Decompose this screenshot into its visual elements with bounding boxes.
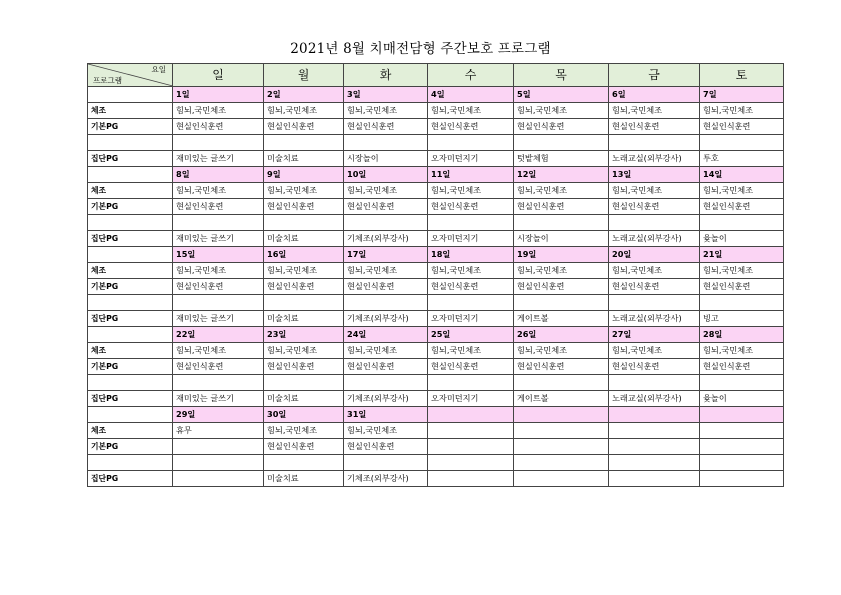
day-header-sat: 토 xyxy=(700,64,784,87)
empty-cell xyxy=(700,295,784,311)
group-program-cell: 노래교실(외부강사) xyxy=(609,391,700,407)
date-cell: 27일 xyxy=(609,327,700,343)
corner-cell xyxy=(88,64,173,87)
group-program-cell: 미술치료 xyxy=(264,311,344,327)
date-cell: 3일 xyxy=(344,87,428,103)
group-program-cell: 기체조(외부강사) xyxy=(344,391,428,407)
exercise-cell: 힘뇌,국민체조 xyxy=(264,103,344,119)
basic-program-cell: 현실인식훈련 xyxy=(609,199,700,215)
basic-program-cell: 현실인식훈련 xyxy=(264,359,344,375)
empty-cell xyxy=(264,455,344,471)
exercise-cell xyxy=(609,423,700,439)
exercise-cell xyxy=(428,423,514,439)
date-cell: 1일 xyxy=(173,87,264,103)
empty-cell xyxy=(344,455,428,471)
date-cell: 24일 xyxy=(344,327,428,343)
group-program-row-label: 집단PG xyxy=(88,151,173,167)
group-program-cell: 노래교실(외부강사) xyxy=(609,151,700,167)
group-program-cell: 윷놀이 xyxy=(700,391,784,407)
basic-program-row-label: 기본PG xyxy=(88,119,173,135)
basic-program-cell: 현실인식훈련 xyxy=(514,119,609,135)
date-cell: 4일 xyxy=(428,87,514,103)
basic-program-cell: 현실인식훈련 xyxy=(609,119,700,135)
exercise-cell: 힘뇌,국민체조 xyxy=(344,343,428,359)
empty-cell xyxy=(700,455,784,471)
date-cell: 23일 xyxy=(264,327,344,343)
empty-cell xyxy=(609,455,700,471)
exercise-cell: 힘뇌,국민체조 xyxy=(428,263,514,279)
group-program-cell: 재미있는 글쓰기 xyxy=(173,231,264,247)
exercise-cell: 힘뇌,국민체조 xyxy=(700,263,784,279)
exercise-cell: 힘뇌,국민체조 xyxy=(700,343,784,359)
empty-cell xyxy=(173,455,264,471)
group-program-cell: 재미있는 글쓰기 xyxy=(173,151,264,167)
date-cell: 16일 xyxy=(264,247,344,263)
basic-program-row xyxy=(88,439,784,455)
date-cell: 25일 xyxy=(428,327,514,343)
exercise-cell: 힘뇌,국민체조 xyxy=(173,343,264,359)
exercise-cell: 힘뇌,국민체조 xyxy=(428,343,514,359)
date-cell xyxy=(700,407,784,423)
date-cell: 28일 xyxy=(700,327,784,343)
group-program-row xyxy=(88,391,784,407)
basic-program-row-label: 기본PG xyxy=(88,439,173,455)
exercise-row-label: 체조 xyxy=(88,263,173,279)
exercise-row-label: 체조 xyxy=(88,343,173,359)
basic-program-cell: 현실인식훈련 xyxy=(700,279,784,295)
basic-program-cell: 현실인식훈련 xyxy=(514,279,609,295)
exercise-cell: 힘뇌,국민체조 xyxy=(344,183,428,199)
empty-cell xyxy=(700,135,784,151)
group-program-cell: 오자미던지기 xyxy=(428,231,514,247)
empty-cell xyxy=(264,135,344,151)
page-title: 2021년 8월 치매전담형 주간보호 프로그램 xyxy=(290,41,551,57)
exercise-cell: 힘뇌,국민체조 xyxy=(173,183,264,199)
basic-program-cell: 현실인식훈련 xyxy=(428,199,514,215)
exercise-cell: 힘뇌,국민체조 xyxy=(514,183,609,199)
empty-cell xyxy=(428,375,514,391)
date-cell xyxy=(514,407,609,423)
empty-cell xyxy=(428,295,514,311)
basic-program-cell: 현실인식훈련 xyxy=(173,359,264,375)
basic-program-cell xyxy=(609,439,700,455)
basic-program-cell: 현실인식훈련 xyxy=(514,199,609,215)
empty-cell xyxy=(344,295,428,311)
spacer-row xyxy=(88,375,784,391)
group-program-cell: 시장놀이 xyxy=(344,151,428,167)
date-cell: 21일 xyxy=(700,247,784,263)
basic-program-cell xyxy=(514,439,609,455)
exercise-cell: 힘뇌,국민체조 xyxy=(344,263,428,279)
group-program-cell xyxy=(428,471,514,487)
exercise-cell: 힘뇌,국민체조 xyxy=(514,263,609,279)
group-program-cell: 미술치료 xyxy=(264,151,344,167)
basic-program-row-label: 기본PG xyxy=(88,279,173,295)
exercise-cell: 힘뇌,국민체조 xyxy=(514,103,609,119)
empty-cell xyxy=(264,295,344,311)
basic-program-cell xyxy=(700,439,784,455)
exercise-cell: 힘뇌,국민체조 xyxy=(173,263,264,279)
empty-cell xyxy=(264,215,344,231)
date-cell: 19일 xyxy=(514,247,609,263)
empty-cell xyxy=(609,375,700,391)
date-cell: 8일 xyxy=(173,167,264,183)
spacer-row xyxy=(88,135,784,151)
basic-program-cell: 현실인식훈련 xyxy=(344,119,428,135)
basic-program-cell: 현실인식훈련 xyxy=(428,279,514,295)
basic-program-cell: 현실인식훈련 xyxy=(173,119,264,135)
day-header-wed: 수 xyxy=(428,64,514,87)
group-program-cell: 미술치료 xyxy=(264,231,344,247)
group-program-cell xyxy=(173,471,264,487)
exercise-row-label: 체조 xyxy=(88,103,173,119)
group-program-cell: 투호 xyxy=(700,151,784,167)
exercise-cell: 휴무 xyxy=(173,423,264,439)
group-program-row xyxy=(88,151,784,167)
empty-cell xyxy=(609,215,700,231)
empty-cell xyxy=(428,215,514,231)
exercise-cell: 힘뇌,국민체조 xyxy=(173,103,264,119)
exercise-cell: 힘뇌,국민체조 xyxy=(428,183,514,199)
day-header-mon: 월 xyxy=(264,64,344,87)
exercise-cell: 힘뇌,국민체조 xyxy=(264,263,344,279)
basic-program-row xyxy=(88,359,784,375)
basic-program-cell: 현실인식훈련 xyxy=(609,279,700,295)
exercise-cell: 힘뇌,국민체조 xyxy=(700,183,784,199)
empty-cell xyxy=(514,295,609,311)
exercise-cell: 힘뇌,국민체조 xyxy=(514,343,609,359)
basic-program-cell: 현실인식훈련 xyxy=(344,279,428,295)
date-cell: 31일 xyxy=(344,407,428,423)
date-cell: 29일 xyxy=(173,407,264,423)
date-row-label xyxy=(88,167,173,183)
basic-program-cell xyxy=(428,439,514,455)
exercise-row-label: 체조 xyxy=(88,183,173,199)
group-program-cell: 기체조(외부강사) xyxy=(344,231,428,247)
spacer-row xyxy=(88,295,784,311)
empty-cell xyxy=(88,455,173,471)
group-program-cell: 노래교실(외부강사) xyxy=(609,231,700,247)
empty-cell xyxy=(173,215,264,231)
date-row-label xyxy=(88,407,173,423)
group-program-cell: 노래교실(외부강사) xyxy=(609,311,700,327)
date-cell: 9일 xyxy=(264,167,344,183)
empty-cell xyxy=(264,375,344,391)
group-program-cell: 미술치료 xyxy=(264,391,344,407)
empty-cell xyxy=(173,295,264,311)
group-program-cell: 게이트볼 xyxy=(514,311,609,327)
basic-program-cell xyxy=(173,439,264,455)
day-header-thu: 목 xyxy=(514,64,609,87)
exercise-row xyxy=(88,103,784,119)
empty-cell xyxy=(173,135,264,151)
spacer-row xyxy=(88,455,784,471)
exercise-cell: 힘뇌,국민체조 xyxy=(264,183,344,199)
empty-cell xyxy=(609,295,700,311)
corner-day-label: 요일 xyxy=(151,65,166,74)
exercise-cell: 힘뇌,국민체조 xyxy=(609,103,700,119)
empty-cell xyxy=(700,375,784,391)
date-cell: 22일 xyxy=(173,327,264,343)
basic-program-cell: 현실인식훈련 xyxy=(173,279,264,295)
basic-program-cell: 현실인식훈련 xyxy=(344,439,428,455)
group-program-row-label: 집단PG xyxy=(88,471,173,487)
basic-program-cell: 현실인식훈련 xyxy=(344,199,428,215)
date-row xyxy=(88,167,784,183)
date-cell: 13일 xyxy=(609,167,700,183)
basic-program-cell: 현실인식훈련 xyxy=(609,359,700,375)
date-row xyxy=(88,407,784,423)
day-header-fri: 금 xyxy=(609,64,700,87)
day-header-tue: 화 xyxy=(344,64,428,87)
basic-program-cell: 현실인식훈련 xyxy=(700,119,784,135)
date-cell: 15일 xyxy=(173,247,264,263)
group-program-cell xyxy=(700,471,784,487)
group-program-cell: 시장놀이 xyxy=(514,231,609,247)
header-row xyxy=(88,64,784,87)
group-program-cell: 기체조(외부강사) xyxy=(344,311,428,327)
date-cell xyxy=(609,407,700,423)
date-cell: 18일 xyxy=(428,247,514,263)
date-row-label xyxy=(88,327,173,343)
corner-program-label: 프로그램 xyxy=(93,76,122,85)
empty-cell xyxy=(88,375,173,391)
group-program-cell: 재미있는 글쓰기 xyxy=(173,391,264,407)
group-program-row-label: 집단PG xyxy=(88,231,173,247)
empty-cell xyxy=(514,455,609,471)
group-program-cell: 텃밭체험 xyxy=(514,151,609,167)
empty-cell xyxy=(700,215,784,231)
date-cell: 14일 xyxy=(700,167,784,183)
empty-cell xyxy=(173,375,264,391)
empty-cell xyxy=(88,135,173,151)
empty-cell xyxy=(514,135,609,151)
group-program-cell: 오자미던지기 xyxy=(428,391,514,407)
exercise-cell xyxy=(700,423,784,439)
group-program-cell xyxy=(609,471,700,487)
exercise-row xyxy=(88,263,784,279)
date-row-label xyxy=(88,247,173,263)
empty-cell xyxy=(88,215,173,231)
exercise-cell: 힘뇌,국민체조 xyxy=(344,423,428,439)
date-cell: 6일 xyxy=(609,87,700,103)
basic-program-cell: 현실인식훈련 xyxy=(173,199,264,215)
basic-program-cell: 현실인식훈련 xyxy=(344,359,428,375)
group-program-cell: 윷놀이 xyxy=(700,231,784,247)
date-cell: 12일 xyxy=(514,167,609,183)
date-cell: 17일 xyxy=(344,247,428,263)
basic-program-row xyxy=(88,279,784,295)
group-program-row xyxy=(88,311,784,327)
group-program-row-label: 집단PG xyxy=(88,311,173,327)
date-row xyxy=(88,87,784,103)
exercise-cell: 힘뇌,국민체조 xyxy=(428,103,514,119)
group-program-cell: 오자미던지기 xyxy=(428,311,514,327)
basic-program-cell: 현실인식훈련 xyxy=(264,199,344,215)
group-program-cell: 기체조(외부강사) xyxy=(344,471,428,487)
exercise-row-label: 체조 xyxy=(88,423,173,439)
date-row-label xyxy=(88,87,173,103)
date-cell: 10일 xyxy=(344,167,428,183)
empty-cell xyxy=(88,295,173,311)
empty-cell xyxy=(428,455,514,471)
exercise-cell xyxy=(514,423,609,439)
exercise-row xyxy=(88,423,784,439)
exercise-row xyxy=(88,343,784,359)
date-cell: 2일 xyxy=(264,87,344,103)
empty-cell xyxy=(609,135,700,151)
basic-program-cell: 현실인식훈련 xyxy=(264,439,344,455)
empty-cell xyxy=(514,215,609,231)
exercise-cell: 힘뇌,국민체조 xyxy=(264,343,344,359)
date-cell: 30일 xyxy=(264,407,344,423)
group-program-cell: 게이트볼 xyxy=(514,391,609,407)
empty-cell xyxy=(344,135,428,151)
schedule-table xyxy=(87,63,784,487)
group-program-cell: 빙고 xyxy=(700,311,784,327)
empty-cell xyxy=(428,135,514,151)
basic-program-row-label: 기본PG xyxy=(88,199,173,215)
exercise-cell: 힘뇌,국민체조 xyxy=(609,183,700,199)
exercise-cell: 힘뇌,국민체조 xyxy=(264,423,344,439)
empty-cell xyxy=(344,375,428,391)
date-cell: 7일 xyxy=(700,87,784,103)
basic-program-row-label: 기본PG xyxy=(88,359,173,375)
basic-program-cell: 현실인식훈련 xyxy=(264,279,344,295)
date-cell: 5일 xyxy=(514,87,609,103)
group-program-cell: 재미있는 글쓰기 xyxy=(173,311,264,327)
group-program-row-label: 집단PG xyxy=(88,391,173,407)
empty-cell xyxy=(344,215,428,231)
date-cell xyxy=(428,407,514,423)
basic-program-cell: 현실인식훈련 xyxy=(428,119,514,135)
basic-program-cell: 현실인식훈련 xyxy=(264,119,344,135)
exercise-row xyxy=(88,183,784,199)
basic-program-row xyxy=(88,119,784,135)
exercise-cell: 힘뇌,국민체조 xyxy=(344,103,428,119)
group-program-row xyxy=(88,231,784,247)
basic-program-cell: 현실인식훈련 xyxy=(700,359,784,375)
group-program-row xyxy=(88,471,784,487)
basic-program-cell: 현실인식훈련 xyxy=(514,359,609,375)
date-row xyxy=(88,327,784,343)
exercise-cell: 힘뇌,국민체조 xyxy=(700,103,784,119)
date-cell: 26일 xyxy=(514,327,609,343)
basic-program-cell: 현실인식훈련 xyxy=(700,199,784,215)
day-header-sun: 일 xyxy=(173,64,264,87)
date-cell: 20일 xyxy=(609,247,700,263)
basic-program-row xyxy=(88,199,784,215)
group-program-cell xyxy=(514,471,609,487)
basic-program-cell: 현실인식훈련 xyxy=(428,359,514,375)
exercise-cell: 힘뇌,국민체조 xyxy=(609,263,700,279)
spacer-row xyxy=(88,215,784,231)
exercise-cell: 힘뇌,국민체조 xyxy=(609,343,700,359)
date-cell: 11일 xyxy=(428,167,514,183)
group-program-cell: 오자미던지기 xyxy=(428,151,514,167)
date-row xyxy=(88,247,784,263)
empty-cell xyxy=(514,375,609,391)
group-program-cell: 미술치료 xyxy=(264,471,344,487)
